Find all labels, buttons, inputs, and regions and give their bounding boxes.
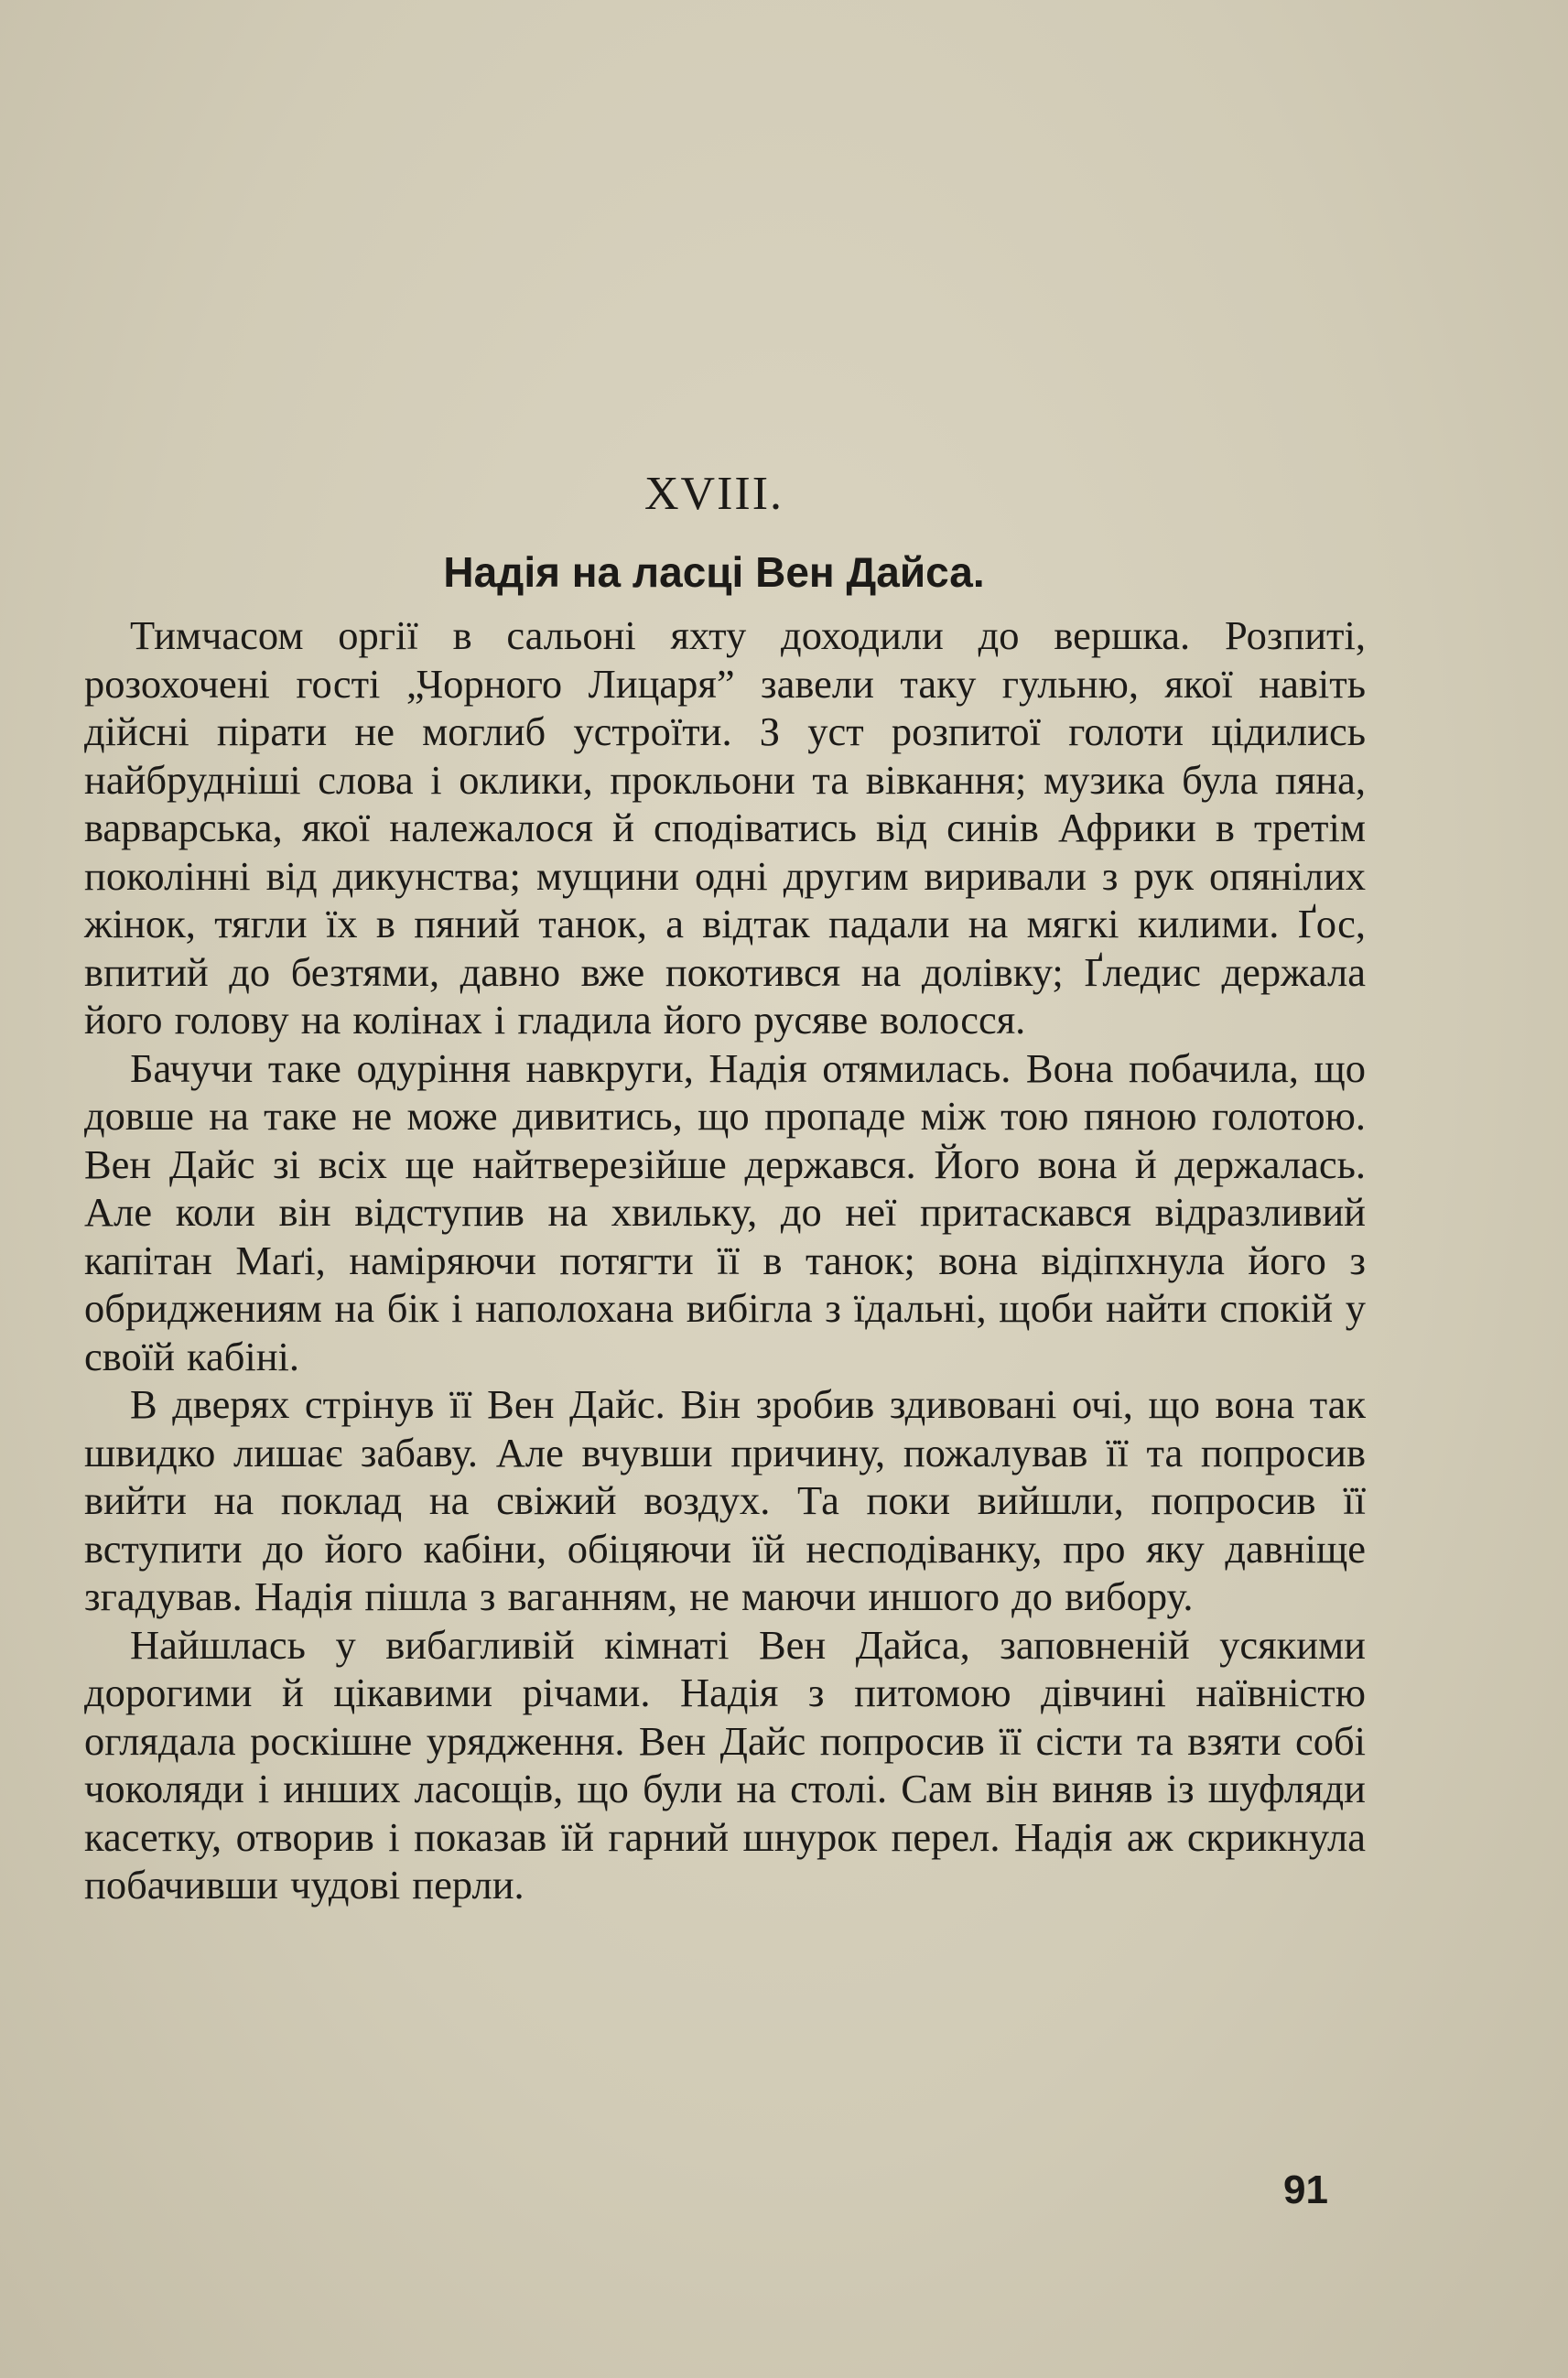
paragraph: В дверях стрінув її Вен Дайс. Він зробив здивовані очі, що вона так швидко лишає забаву. Але вчувши причину, пожалував її та попросив вийти на поклад на свіжий воздух. Та поки вийшли, попросив її вступити до його кабіни, обіцяючи їй несподіванку, про яку давніще згадував. Надія пішла з ваганням, не маючи иншого до вибору.: [84, 1381, 1366, 1619]
paragraph: Найшлась у вибагливій кімнаті Вен Дайса, заповненій усякими дорогими й цікавими річами. Надія з питомою дівчині наївністю оглядала роскішне урядження. Вен Дайс попросив її сісти та взяти собі чоколяди і инших ласощів, що були на столі. Сам він виняв із шуфляди касетку, отворив і показав їй гарний шнурок перел. Надія аж скрикнула побачивши чудові перли.: [84, 1621, 1366, 1908]
page-number: 91: [1283, 2167, 1328, 2212]
chapter-number: XVIII.: [643, 468, 784, 520]
chapter-body: [84, 611, 1366, 1909]
chapter-title: Надія на ласці Вен Дайса.: [443, 548, 985, 596]
paragraph: Тимчасом оргії в сальоні яхту доходили до вершка. Розпиті, розохочені гості „Чорного Лицаря” завели таку гульню, якої навіть дійсні пірати не моглиб устроїти. З уст розпитої голоти цідились найбрудніші слова і оклики, прокльони та вівкання; музика була пяна, варварська, якої належалося й сподіватись від синів Африки в третім поколінні від дикунства; мущини одні другим виривали з рук опянілих жінок, тягли їх в пяний танок, а відтак падали на мягкі килими. Ґос, впитий до безтями, давно вже покотився на долівку; Ґледис держала його голову на колінах і гладила його русяве волосся.: [84, 612, 1366, 1043]
paragraph: Бачучи таке одуріння навкруги, Надія отямилась. Вона побачила, що довше на таке не може дивитись, що пропаде між тою пяною голотою. Вен Дайс зі всіх ще найтверезійше держався. Його вона й держалась. Але коли він відступив на хвильку, до неї притаскався відразливий капітан Маґі, наміряючи потягти її в танок; вона відіпхнула його з обриджениям на бік і наполохана вибігла з їдальні, щоби найти спокій у своїй кабіні.: [84, 1044, 1366, 1379]
